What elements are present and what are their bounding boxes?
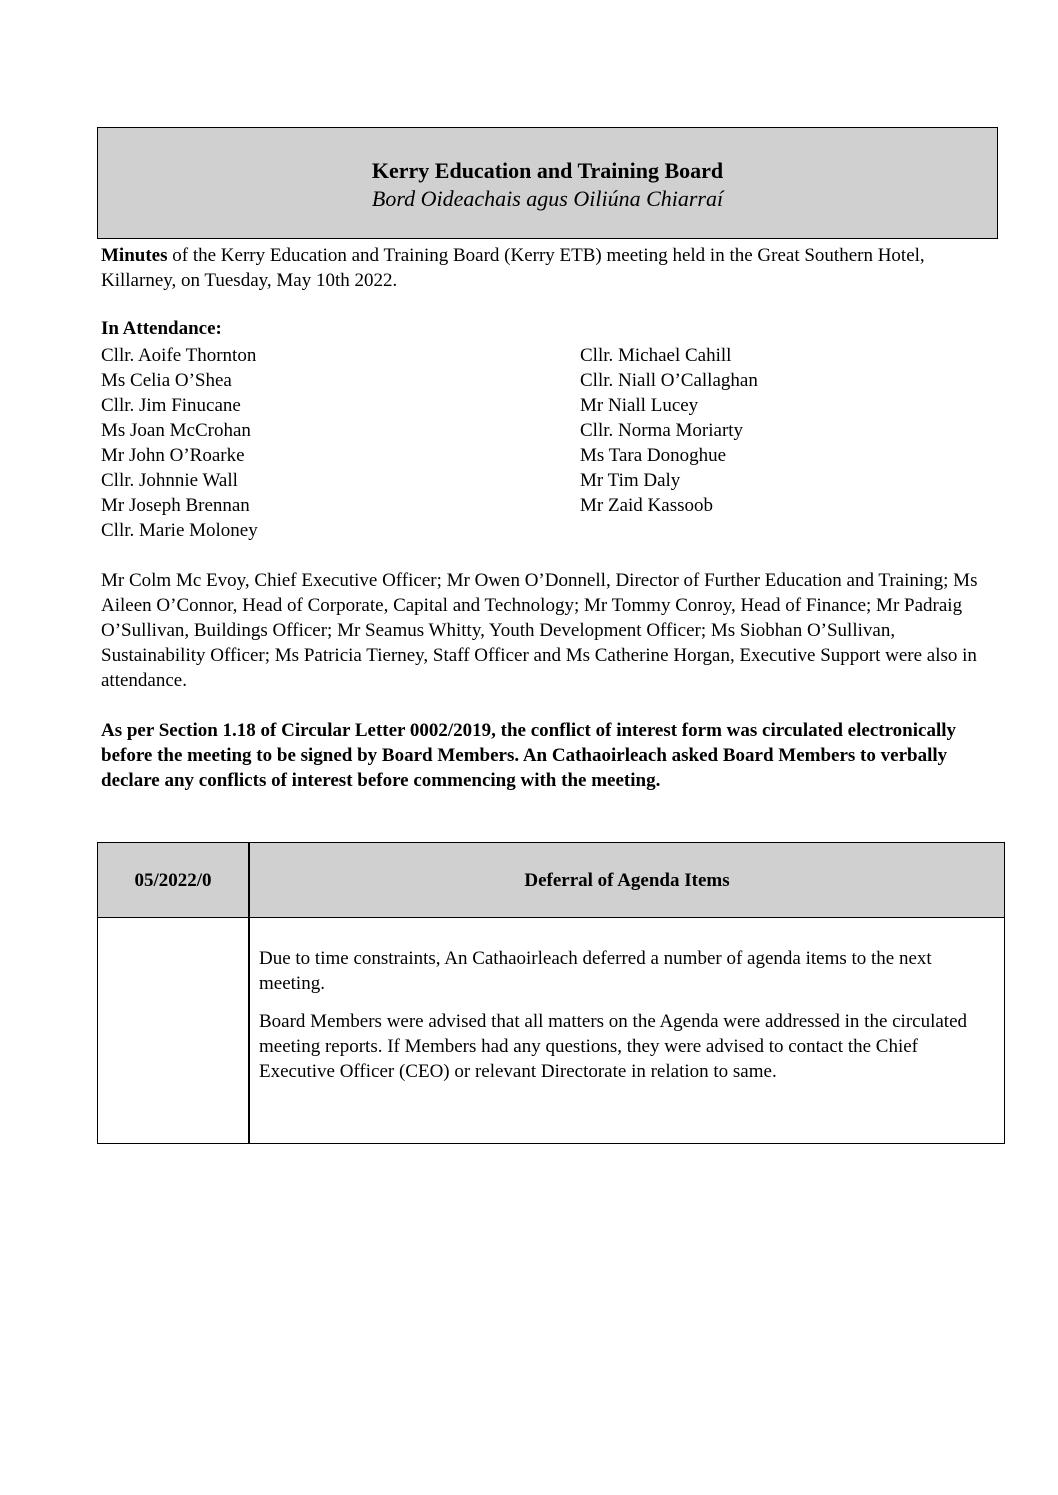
agenda-item-table	[97, 842, 1005, 1144]
conflict-of-interest-paragraph: As per Section 1.18 of Circular Letter 0002/2019, the conflict of interest form was circulated electronically before the meeting to be signed by Board Members. An Cathaoirleach asked Board Members to verbally declare any conflicts of interest before commencing with the meeting.	[101, 720, 956, 791]
attendance-list-left	[101, 343, 258, 543]
attendance-heading: In Attendance:	[101, 318, 222, 339]
agenda-item-body	[259, 946, 994, 1097]
attendee: Cllr. Jim Finucane	[101, 395, 241, 416]
agenda-item-ref: 05/2022/0	[134, 870, 212, 891]
attendee: Mr Zaid Kassoob	[580, 495, 713, 516]
attendee: Cllr. Norma Moriarty	[580, 420, 744, 441]
document-subtitle: Bord Oideachais agus Oiliúna Chiarraí	[371, 186, 724, 211]
attendee: Cllr. Aoife Thornton	[101, 345, 257, 366]
agenda-item-paragraph: Due to time constraints, An Cathaoirleach deferred a number of agenda items to the next meeting.	[259, 948, 932, 994]
attendance-list-right	[580, 343, 758, 518]
intro-text: of the Kerry Education and Training Board (Kerry ETB) meeting held in the Great Southern Hotel, Killarney, on Tuesday, May 10th 2022.	[101, 245, 925, 291]
intro-lead: Minutes	[101, 245, 168, 266]
attendee: Mr Tim Daly	[580, 470, 681, 491]
header-box	[97, 127, 998, 239]
agenda-item-title: Deferral of Agenda Items	[524, 870, 730, 891]
document-title: Kerry Education and Training Board	[371, 158, 724, 183]
attendee: Ms Tara Donoghue	[580, 445, 727, 466]
attendee: Ms Joan McCrohan	[101, 420, 251, 441]
attendee: Cllr. Michael Cahill	[580, 345, 732, 366]
attendee: Cllr. Marie Moloney	[101, 520, 258, 541]
officers-paragraph: Mr Colm Mc Evoy, Chief Executive Officer; Mr Owen O’Donnell, Director of Further Education and Training; Ms Aileen O’Connor, Head of Corporate, Capital and Technology; Mr Tommy Conroy, Head of Finance; Mr Padraig O’Sullivan, Buildings Officer; Mr Seamus Whitty, Youth Development Officer; Ms Siobhan O’Sullivan, Sustainability Officer; Ms Patricia Tierney, Staff Officer and Ms Catherine Horgan, Executive Support were also in attendance.	[101, 570, 978, 691]
attendee: Mr Joseph Brennan	[101, 495, 250, 516]
attendee: Cllr. Johnnie Wall	[101, 470, 238, 491]
agenda-item-paragraph: Board Members were advised that all matters on the Agenda were addressed in the circulated meeting reports. If Members had any questions, they were advised to contact the Chief Executive Officer (CEO) or relevant Directorate in relation to same.	[259, 1011, 968, 1082]
attendee: Ms Celia O’Shea	[101, 370, 232, 391]
attendee: Mr John O’Roarke	[101, 445, 245, 466]
intro-paragraph	[101, 243, 961, 293]
attendee: Mr Niall Lucey	[580, 395, 699, 416]
attendee: Cllr. Niall O’Callaghan	[580, 370, 758, 391]
